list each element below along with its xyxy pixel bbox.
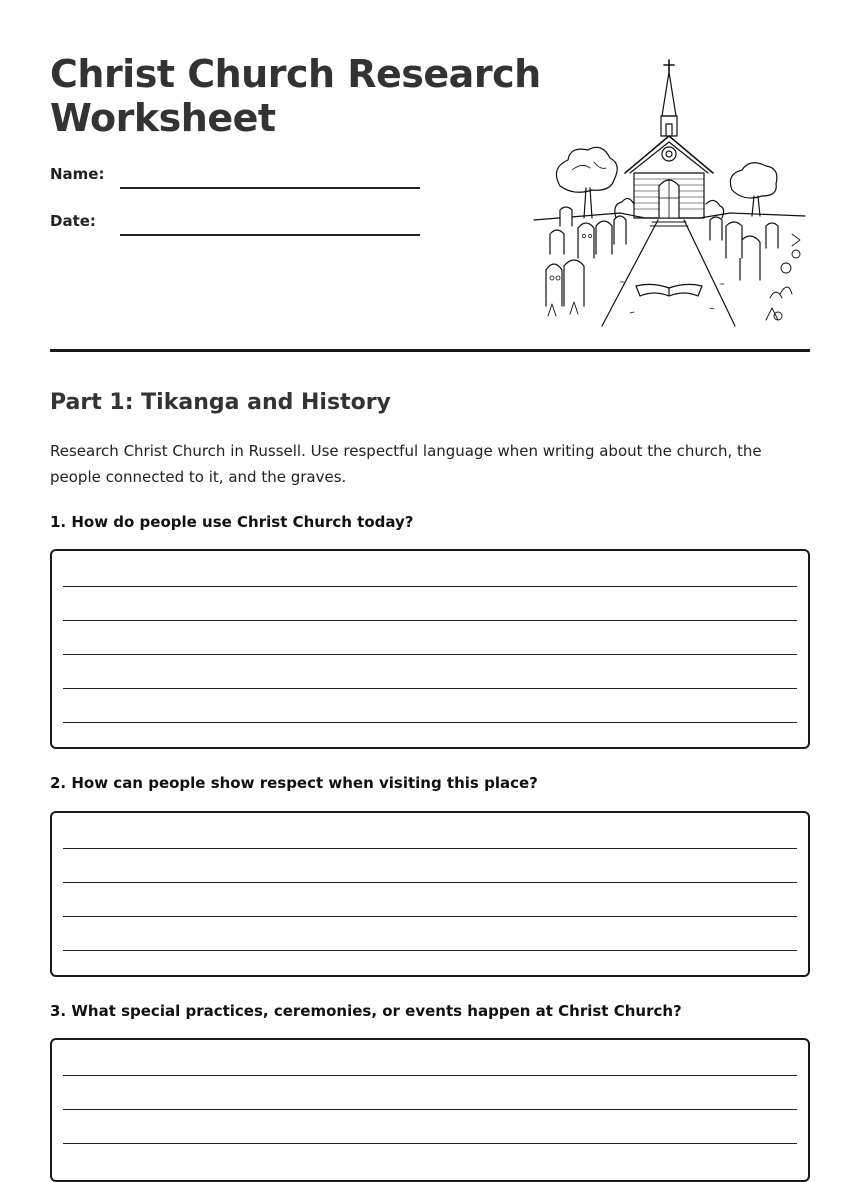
answer-line	[63, 654, 797, 655]
date-field[interactable]	[120, 234, 420, 236]
name-field[interactable]	[120, 187, 420, 189]
answer-line	[63, 1075, 797, 1076]
answer-line	[63, 586, 797, 587]
name-label: Name:	[50, 165, 105, 183]
part1-intro: Research Christ Church in Russell. Use respectful language when writing about the church, the people connected to it, and the graves.	[50, 442, 762, 486]
title-line-2: Worksheet	[50, 96, 276, 140]
answer-line	[63, 1143, 797, 1144]
answer-box-1[interactable]	[50, 549, 810, 749]
answer-line	[63, 950, 797, 951]
header-divider	[50, 349, 810, 352]
part1-heading: Part 1: Tikanga and History	[50, 390, 391, 415]
answer-line	[63, 688, 797, 689]
church-graveyard-illustration	[530, 58, 808, 328]
question-2: 2. How can people show respect when visiting this place?	[50, 774, 538, 792]
date-label: Date:	[50, 212, 96, 230]
question-3: 3. What special practices, ceremonies, or events happen at Christ Church?	[50, 1002, 682, 1020]
answer-line	[63, 882, 797, 883]
answer-line	[63, 620, 797, 621]
worksheet-title	[50, 52, 541, 140]
answer-line	[63, 1109, 797, 1110]
title-line-1: Christ Church Research	[50, 52, 541, 96]
answer-box-3[interactable]	[50, 1038, 810, 1182]
question-1: 1. How do people use Christ Church today?	[50, 513, 414, 531]
answer-line	[63, 916, 797, 917]
answer-line	[63, 722, 797, 723]
answer-box-2[interactable]	[50, 811, 810, 977]
answer-line	[63, 848, 797, 849]
